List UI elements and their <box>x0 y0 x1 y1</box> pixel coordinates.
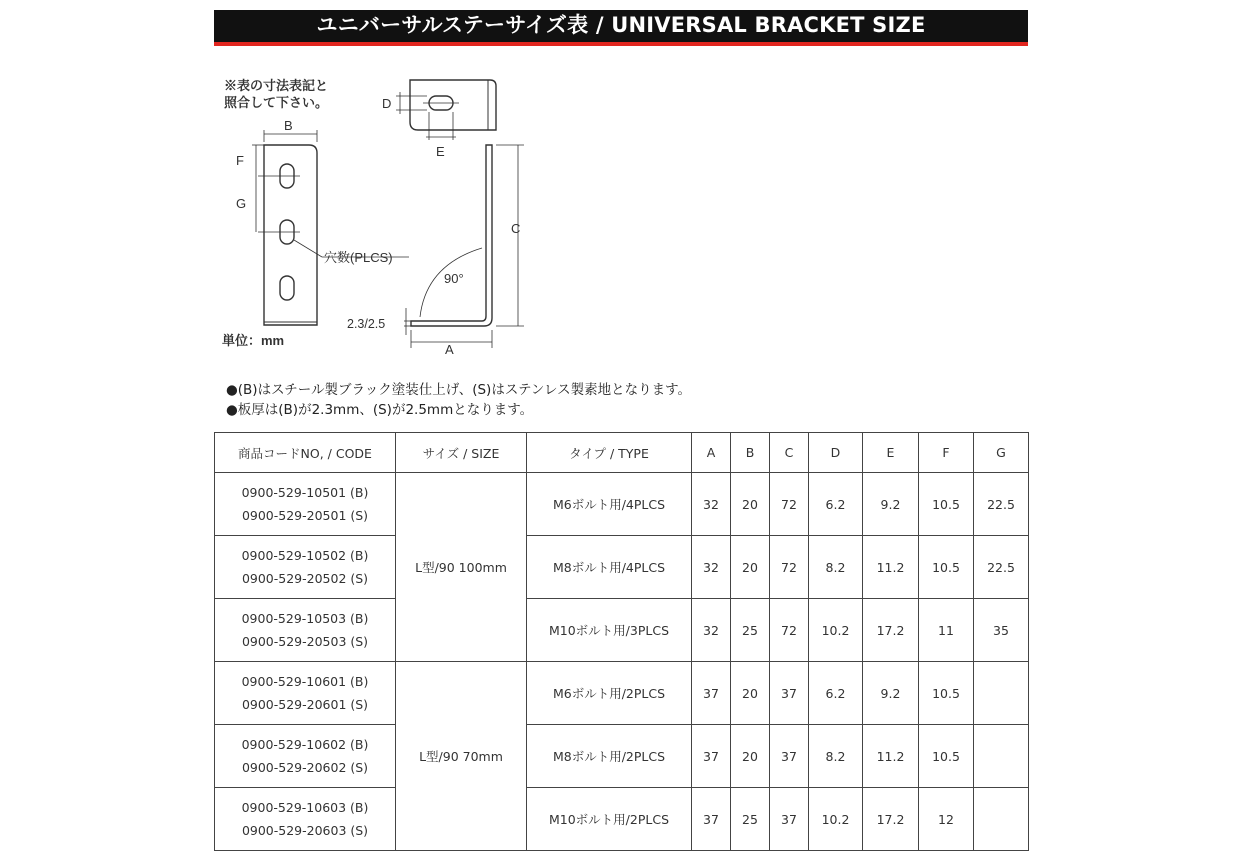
cell-c: 37 <box>770 788 809 851</box>
cell-a: 37 <box>692 788 731 851</box>
product-notes <box>226 380 691 420</box>
code-steel: 0900-529-10503 (B) <box>241 611 369 626</box>
cell-g <box>974 725 1029 788</box>
dimension-label-c: C <box>511 221 521 236</box>
cell-d: 6.2 <box>809 662 863 725</box>
diagram-note-line1: ※表の寸法表記と <box>224 78 329 93</box>
cell-g: 22.5 <box>974 473 1029 536</box>
cell-d: 6.2 <box>809 473 863 536</box>
header-c: C <box>770 433 809 473</box>
cell-e: 9.2 <box>863 473 919 536</box>
cell-d: 10.2 <box>809 599 863 662</box>
code-steel: 0900-529-10602 (B) <box>241 737 369 752</box>
cell-a: 37 <box>692 725 731 788</box>
type-cell: M8ボルト用/2PLCS <box>527 725 692 788</box>
cell-g <box>974 662 1029 725</box>
code-steel: 0900-529-10601 (B) <box>241 674 369 689</box>
cell-b: 20 <box>731 473 770 536</box>
code-stainless: 0900-529-20502 (S) <box>241 571 369 586</box>
code-cell <box>215 599 396 662</box>
cell-a: 32 <box>692 599 731 662</box>
bracket-dimension-diagram <box>214 60 544 360</box>
dimension-label-d: D <box>382 96 392 111</box>
code-cell <box>215 725 396 788</box>
type-cell: M6ボルト用/2PLCS <box>527 662 692 725</box>
note-finish: ●(B)はスチール製ブラック塗装仕上げ、(S)はステンレス製素地となります。 <box>226 382 692 398</box>
cell-c: 37 <box>770 662 809 725</box>
cell-e: 11.2 <box>863 725 919 788</box>
note-thickness: ●板厚は(B)が2.3mm、(S)が2.5mmとなります。 <box>226 402 534 418</box>
code-cell <box>215 536 396 599</box>
cell-d: 8.2 <box>809 536 863 599</box>
cell-f: 10.5 <box>919 725 974 788</box>
cell-d: 8.2 <box>809 725 863 788</box>
cell-g <box>974 788 1029 851</box>
table-header-row <box>215 433 1029 473</box>
cell-e: 17.2 <box>863 788 919 851</box>
code-stainless: 0900-529-20603 (S) <box>241 823 369 838</box>
code-cell <box>215 788 396 851</box>
cell-b: 20 <box>731 536 770 599</box>
cell-f: 12 <box>919 788 974 851</box>
header-a: A <box>692 433 731 473</box>
cell-f: 10.5 <box>919 473 974 536</box>
bracket-size-table <box>214 432 1029 851</box>
header-g: G <box>974 433 1029 473</box>
cell-g: 35 <box>974 599 1029 662</box>
cell-f: 11 <box>919 599 974 662</box>
header-size: サイズ / SIZE <box>396 433 527 473</box>
bracket-side-view <box>411 145 492 326</box>
cell-c: 72 <box>770 473 809 536</box>
diagram-note-line2: 照合して下さい。 <box>224 95 329 110</box>
hole-count-label: 穴数(PLCS) <box>324 250 393 265</box>
code-stainless: 0900-529-20601 (S) <box>241 697 369 712</box>
table-row <box>215 788 1029 851</box>
header-f: F <box>919 433 974 473</box>
cell-c: 72 <box>770 599 809 662</box>
table-row <box>215 473 1029 536</box>
dimension-label-f: F <box>236 153 244 168</box>
code-cell <box>215 473 396 536</box>
cell-a: 37 <box>692 662 731 725</box>
code-steel: 0900-529-10501 (B) <box>241 485 369 500</box>
angle-label: 90° <box>444 271 464 286</box>
cell-b: 20 <box>731 662 770 725</box>
cell-a: 32 <box>692 536 731 599</box>
table-row <box>215 662 1029 725</box>
header-code: 商品コードNO, / CODE <box>215 433 396 473</box>
cell-f: 10.5 <box>919 536 974 599</box>
dimension-label-g: G <box>236 196 247 211</box>
header-e: E <box>863 433 919 473</box>
type-cell: M10ボルト用/2PLCS <box>527 788 692 851</box>
cell-g: 22.5 <box>974 536 1029 599</box>
cell-e: 9.2 <box>863 662 919 725</box>
page-title-banner: ユニバーサルステーサイズ表 / UNIVERSAL BRACKET SIZE <box>214 10 1028 42</box>
header-b: B <box>731 433 770 473</box>
code-stainless: 0900-529-20501 (S) <box>241 508 369 523</box>
code-cell <box>215 662 396 725</box>
cell-d: 10.2 <box>809 788 863 851</box>
size-cell: L型/90 70mm <box>396 662 527 851</box>
code-steel: 0900-529-10603 (B) <box>241 800 369 815</box>
cell-c: 37 <box>770 725 809 788</box>
table-row <box>215 536 1029 599</box>
code-steel: 0900-529-10502 (B) <box>241 548 369 563</box>
cell-b: 25 <box>731 599 770 662</box>
code-stainless: 0900-529-20602 (S) <box>241 760 369 775</box>
thickness-label: 2.3/2.5 <box>347 317 386 331</box>
cell-b: 20 <box>731 725 770 788</box>
table-row <box>215 725 1029 788</box>
cell-e: 11.2 <box>863 536 919 599</box>
cell-c: 72 <box>770 536 809 599</box>
bracket-front-view <box>258 145 317 325</box>
type-cell: M10ボルト用/3PLCS <box>527 599 692 662</box>
cell-f: 10.5 <box>919 662 974 725</box>
unit-label: 単位：mm <box>222 333 285 348</box>
dimension-label-b: B <box>284 118 293 133</box>
code-stainless: 0900-529-20503 (S) <box>241 634 369 649</box>
type-cell: M8ボルト用/4PLCS <box>527 536 692 599</box>
header-type: タイプ / TYPE <box>527 433 692 473</box>
banner-accent-stripe <box>214 42 1028 46</box>
cell-e: 17.2 <box>863 599 919 662</box>
dimension-label-a: A <box>445 342 454 357</box>
cell-b: 25 <box>731 788 770 851</box>
cell-a: 32 <box>692 473 731 536</box>
table-row <box>215 599 1029 662</box>
header-d: D <box>809 433 863 473</box>
dimension-label-e: E <box>436 144 445 159</box>
size-cell: L型/90 100mm <box>396 473 527 662</box>
type-cell: M6ボルト用/4PLCS <box>527 473 692 536</box>
